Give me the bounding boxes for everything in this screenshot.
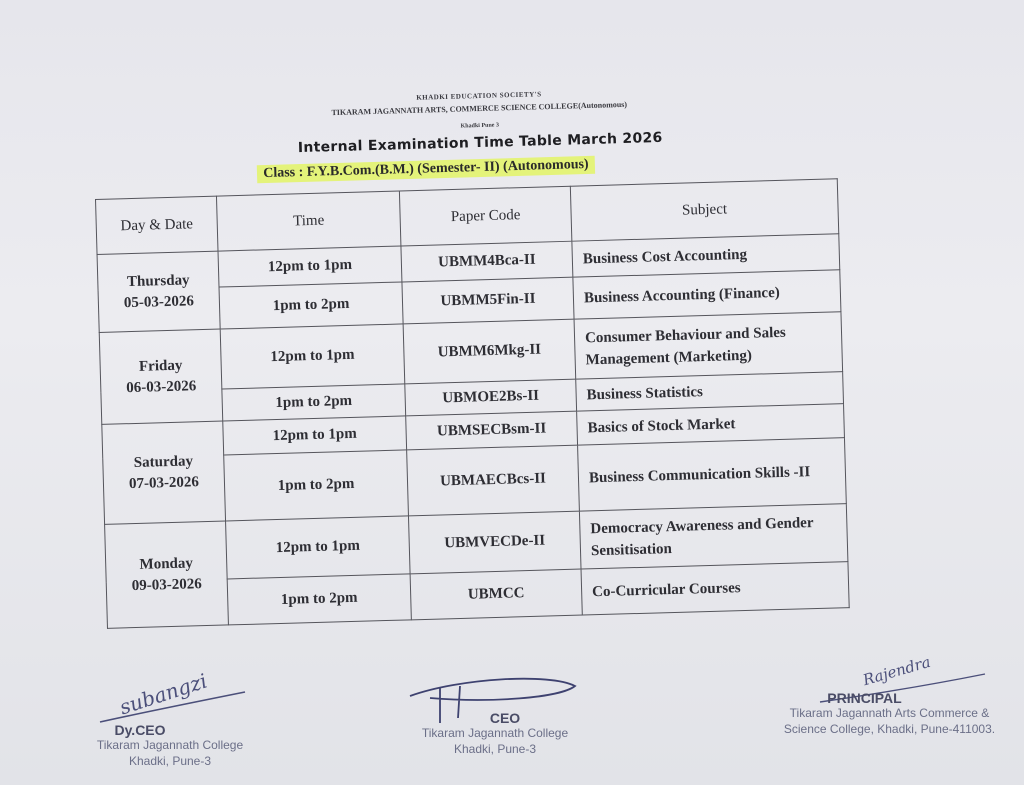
ceo-location: Khadki, Pune-3: [453, 742, 537, 756]
time-cell: 1pm to 2pm: [222, 384, 406, 421]
subject-cell: Business Cost Accounting: [572, 234, 840, 277]
dy-ceo-handwritten-signature: subangzi: [116, 668, 210, 720]
ceo-signature-block: [395, 710, 595, 756]
dy-ceo-location: Khadki, Pune-3: [128, 754, 212, 768]
college-name: TIKARAM JAGANNATH ARTS, COMMERCE SCIENCE COLLEGE(Autonomous): [331, 99, 628, 118]
paper-code-cell: UBMM5Fin-II: [402, 277, 574, 324]
ceo-role: CEO: [489, 710, 521, 726]
timetable-title: Internal Examination Time Table March 2026: [297, 129, 663, 157]
subject-cell: Democracy Awareness and Gender Sensitisation: [579, 504, 848, 569]
dy-ceo-signature-block: [55, 722, 285, 768]
day-cell: [99, 329, 223, 424]
day-name: Saturday: [133, 452, 194, 471]
subject-cell: Basics of Stock Market: [577, 404, 845, 445]
day-date: 05-03-2026: [123, 292, 195, 311]
subject-cell: Business Accounting (Finance): [573, 270, 841, 319]
paper-code-cell: UBMM6Mkg-II: [403, 319, 576, 384]
paper-code-cell: UBMM4Bca-II: [401, 241, 573, 282]
principal-signature-block: [762, 690, 1017, 736]
exam-timetable: [95, 178, 850, 629]
dy-ceo-role: Dy.CEO: [114, 722, 166, 738]
paper-code-cell: UBMSECBsm-II: [406, 411, 578, 450]
time-cell: 12pm to 1pm: [218, 246, 402, 287]
subject-cell: Business Statistics: [576, 372, 844, 411]
day-cell: [102, 421, 226, 524]
document-header: [199, 84, 761, 185]
day-name: Friday: [138, 357, 183, 375]
society-name: KHADKI EDUCATION SOCIETY'S: [416, 90, 542, 102]
header-paper-code: Paper Code: [399, 186, 571, 246]
time-cell: 1pm to 2pm: [224, 450, 409, 521]
principal-college: Tikaram Jagannath Arts Commerce &: [789, 706, 990, 720]
principal-handwritten-signature: Rajendra: [860, 652, 933, 690]
header-subject: Subject: [570, 179, 838, 241]
class-line-highlighted: Class : F.Y.B.Com.(B.M.) (Semester- II) (Autonomous): [257, 156, 595, 183]
day-date: 06-03-2026: [126, 377, 197, 396]
header-time: Time: [216, 191, 400, 251]
day-name: Monday: [139, 554, 194, 573]
ceo-college: Tikaram Jagannath College: [421, 726, 569, 740]
time-cell: 12pm to 1pm: [226, 516, 411, 579]
paper-code-cell: UBMAECBcs-II: [407, 445, 580, 516]
time-cell: 12pm to 1pm: [220, 324, 405, 389]
day-date: 07-03-2026: [128, 473, 200, 492]
paper-code-cell: UBMOE2Bs-II: [405, 379, 577, 416]
subject-cell: Consumer Behaviour and Sales Management (Marketing): [574, 312, 843, 379]
college-location: Khadki Pune 3: [460, 122, 500, 130]
time-cell: 1pm to 2pm: [227, 574, 411, 625]
dy-ceo-college: Tikaram Jagannath College: [96, 738, 244, 752]
day-cell: [97, 251, 220, 332]
subject-cell: Co-Curricular Courses: [581, 562, 849, 615]
time-cell: 1pm to 2pm: [219, 282, 403, 329]
time-cell: 12pm to 1pm: [223, 416, 407, 455]
paper-code-cell: UBMVECDe-II: [408, 511, 581, 574]
day-name: Thursday: [126, 271, 190, 290]
paper-code-cell: UBMCC: [410, 569, 582, 620]
header-day-date: Day & Date: [96, 196, 218, 254]
principal-role: PRINCIPAL: [827, 690, 902, 706]
subject-cell: Business Communication Skills -II: [578, 438, 847, 511]
day-cell: [105, 521, 229, 628]
principal-location: Science College, Khadki, Pune-411003.: [783, 722, 996, 736]
day-date: 09-03-2026: [131, 575, 203, 594]
